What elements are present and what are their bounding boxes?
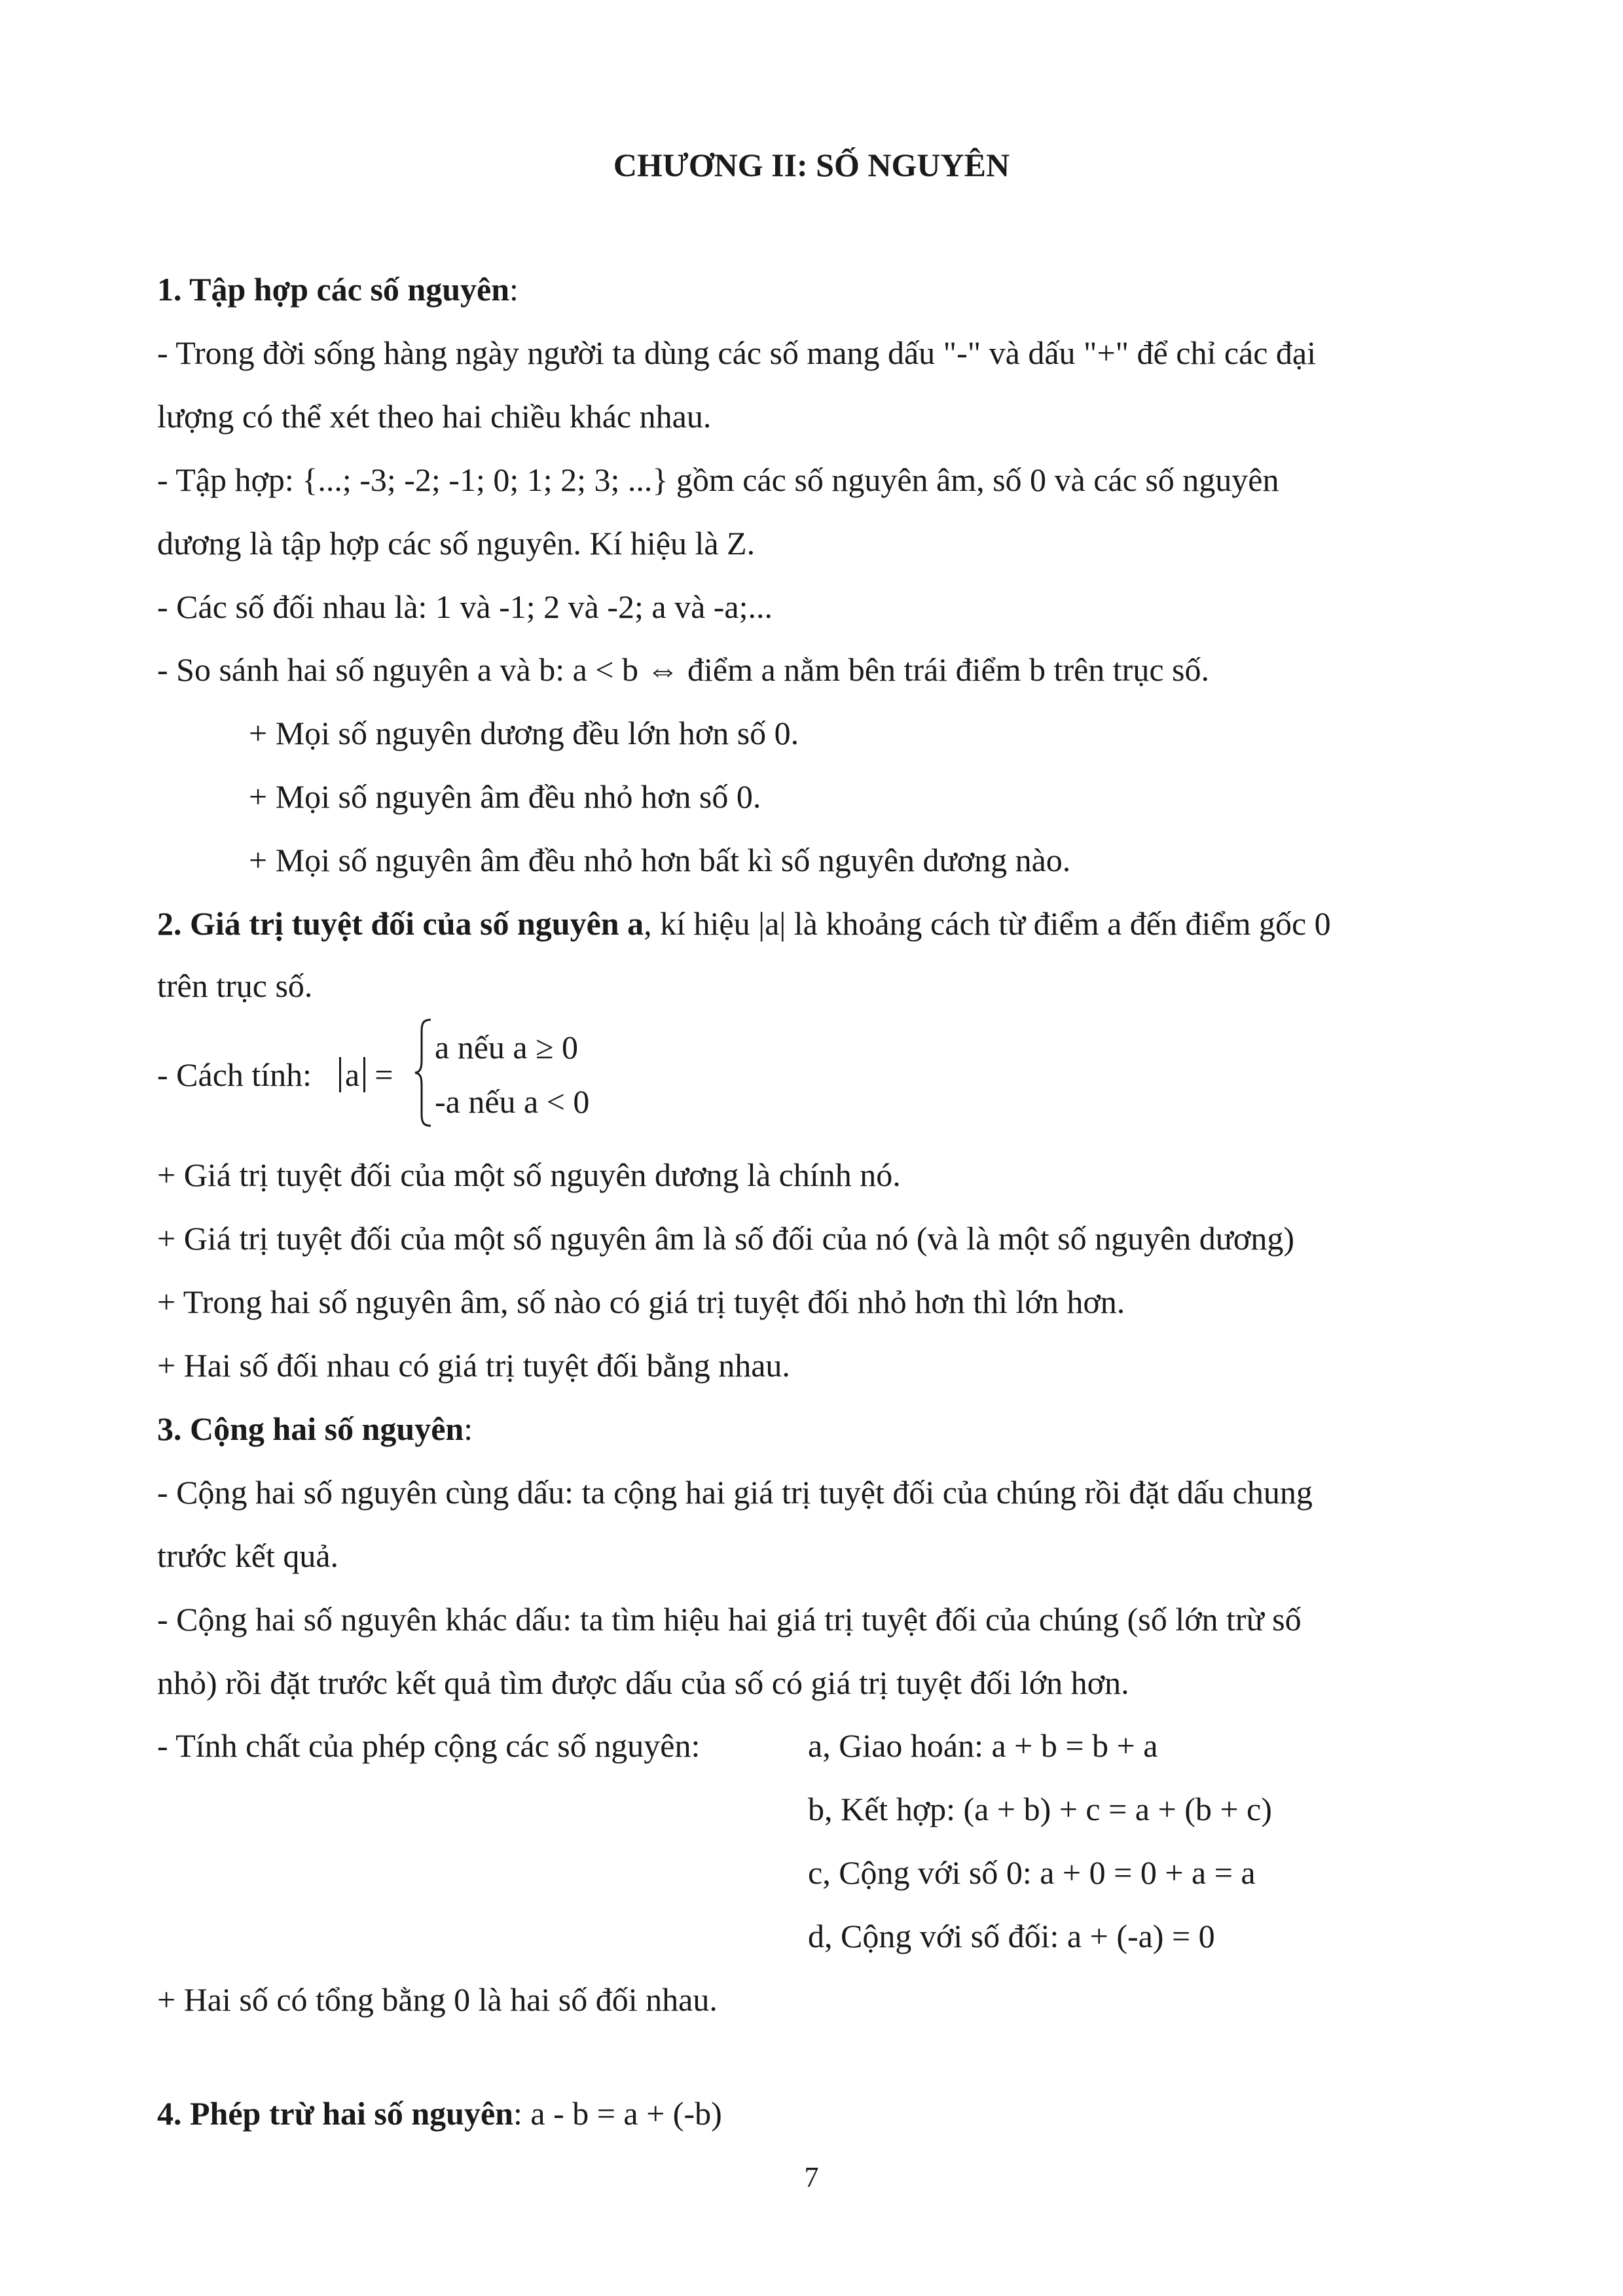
abs-value-expression	[339, 1055, 393, 1094]
case-2: -a nếu a < 0	[435, 1083, 590, 1120]
paragraph-line: nhỏ) rồi đặt trước kết quả tìm được dấu của số có giá trị tuyệt đối lớn hơn.	[157, 1664, 1129, 1701]
property-commutative: a, Giao hoán: a + b = b + a	[808, 1727, 1158, 1764]
section-4-heading: 4. Phép trừ hai số nguyên	[157, 2095, 513, 2132]
paragraph-line: - Các số đối nhau là: 1 và -1; 2 và -2; a và -a;...	[157, 588, 773, 625]
abs-var: a	[345, 1056, 360, 1093]
bullet-line: + Mọi số nguyên âm đều nhỏ hơn số 0.	[249, 778, 761, 815]
bullet-line: + Mọi số nguyên dương đều lớn hơn số 0.	[249, 715, 799, 751]
bullet-line: + Hai số có tổng bằng 0 là hai số đối nhau.	[157, 1981, 718, 2018]
section-3-heading-line	[157, 1409, 473, 1448]
section-2-heading: 2. Giá trị tuyệt đối của số nguyên a	[157, 905, 644, 942]
paragraph-line: - Tập hợp: {...; -3; -2; -1; 0; 1; 2; 3; ...} gồm các số nguyên âm, số 0 và các số nguyên	[157, 461, 1279, 498]
bullet-line: + Giá trị tuyệt đối của một số nguyên âm là số đối của nó (và là một số nguyên dương)	[157, 1220, 1294, 1257]
section-4-heading-line	[157, 2094, 722, 2133]
section-2-heading-rest: , kí hiệu |a| là khoảng cách từ điểm a đến điểm gốc 0	[644, 905, 1331, 942]
paragraph-line: - So sánh hai số nguyên a và b: a < b ⇔ điểm a nằm bên trái điểm b trên trục số.	[157, 651, 1209, 688]
property-add-zero: c, Cộng với số 0: a + 0 = 0 + a = a	[808, 1854, 1256, 1891]
paragraph-line: dương là tập hợp các số nguyên. Kí hiệu là Z.	[157, 525, 756, 562]
section-3-heading: 3. Cộng hai số nguyên	[157, 1410, 464, 1447]
section-1-heading-line	[157, 270, 519, 309]
colon: :	[509, 271, 519, 308]
paragraph-line: lượng có thể xét theo hai chiều khác nhau.	[157, 398, 712, 435]
colon: :	[464, 1410, 473, 1447]
abs-bar-right	[363, 1057, 365, 1092]
bullet-line: + Trong hai số nguyên âm, số nào có giá trị tuyệt đối nhỏ hơn thì lớn hơn.	[157, 1283, 1125, 1320]
property-add-opposite: d, Cộng với số đối: a + (-a) = 0	[808, 1918, 1215, 1954]
calc-label: - Cách tính:	[157, 1056, 312, 1093]
piecewise-brace-icon	[414, 1017, 433, 1128]
section-1-heading: 1. Tập hợp các số nguyên	[157, 271, 510, 308]
properties-label: - Tính chất của phép cộng các số nguyên:	[157, 1727, 701, 1764]
abs-bar-left	[339, 1057, 341, 1092]
paragraph-line: - Cộng hai số nguyên cùng dấu: ta cộng hai giá trị tuyệt đối của chúng rồi đặt dấu chung	[157, 1474, 1313, 1511]
page-number: 7	[804, 2161, 819, 2193]
case-1: a nếu a ≥ 0	[435, 1029, 579, 1066]
equals-sign: =	[374, 1056, 393, 1093]
section-4-heading-rest: : a - b = a + (-b)	[513, 2095, 722, 2132]
paragraph-line: - Cộng hai số nguyên khác dấu: ta tìm hiệu hai giá trị tuyệt đối của chúng (số lớn trừ số	[157, 1601, 1302, 1638]
section-2-heading-line	[157, 904, 1331, 943]
chapter-title: CHƯƠNG II: SỐ NGUYÊN	[613, 147, 1010, 183]
bullet-line: + Giá trị tuyệt đối của một số nguyên dương là chính nó.	[157, 1157, 901, 1193]
paragraph-line: trước kết quả.	[157, 1537, 339, 1574]
property-associative: b, Kết hợp: (a + b) + c = a + (b + c)	[808, 1791, 1272, 1827]
bullet-line: + Mọi số nguyên âm đều nhỏ hơn bất kì số nguyên dương nào.	[249, 842, 1071, 878]
bullet-line: + Hai số đối nhau có giá trị tuyệt đối bằng nhau.	[157, 1347, 790, 1384]
paragraph-line: trên trục số.	[157, 967, 313, 1004]
paragraph-line: - Trong đời sống hàng ngày người ta dùng các số mang dấu "-" và dấu "+" để chỉ các đại	[157, 334, 1316, 371]
